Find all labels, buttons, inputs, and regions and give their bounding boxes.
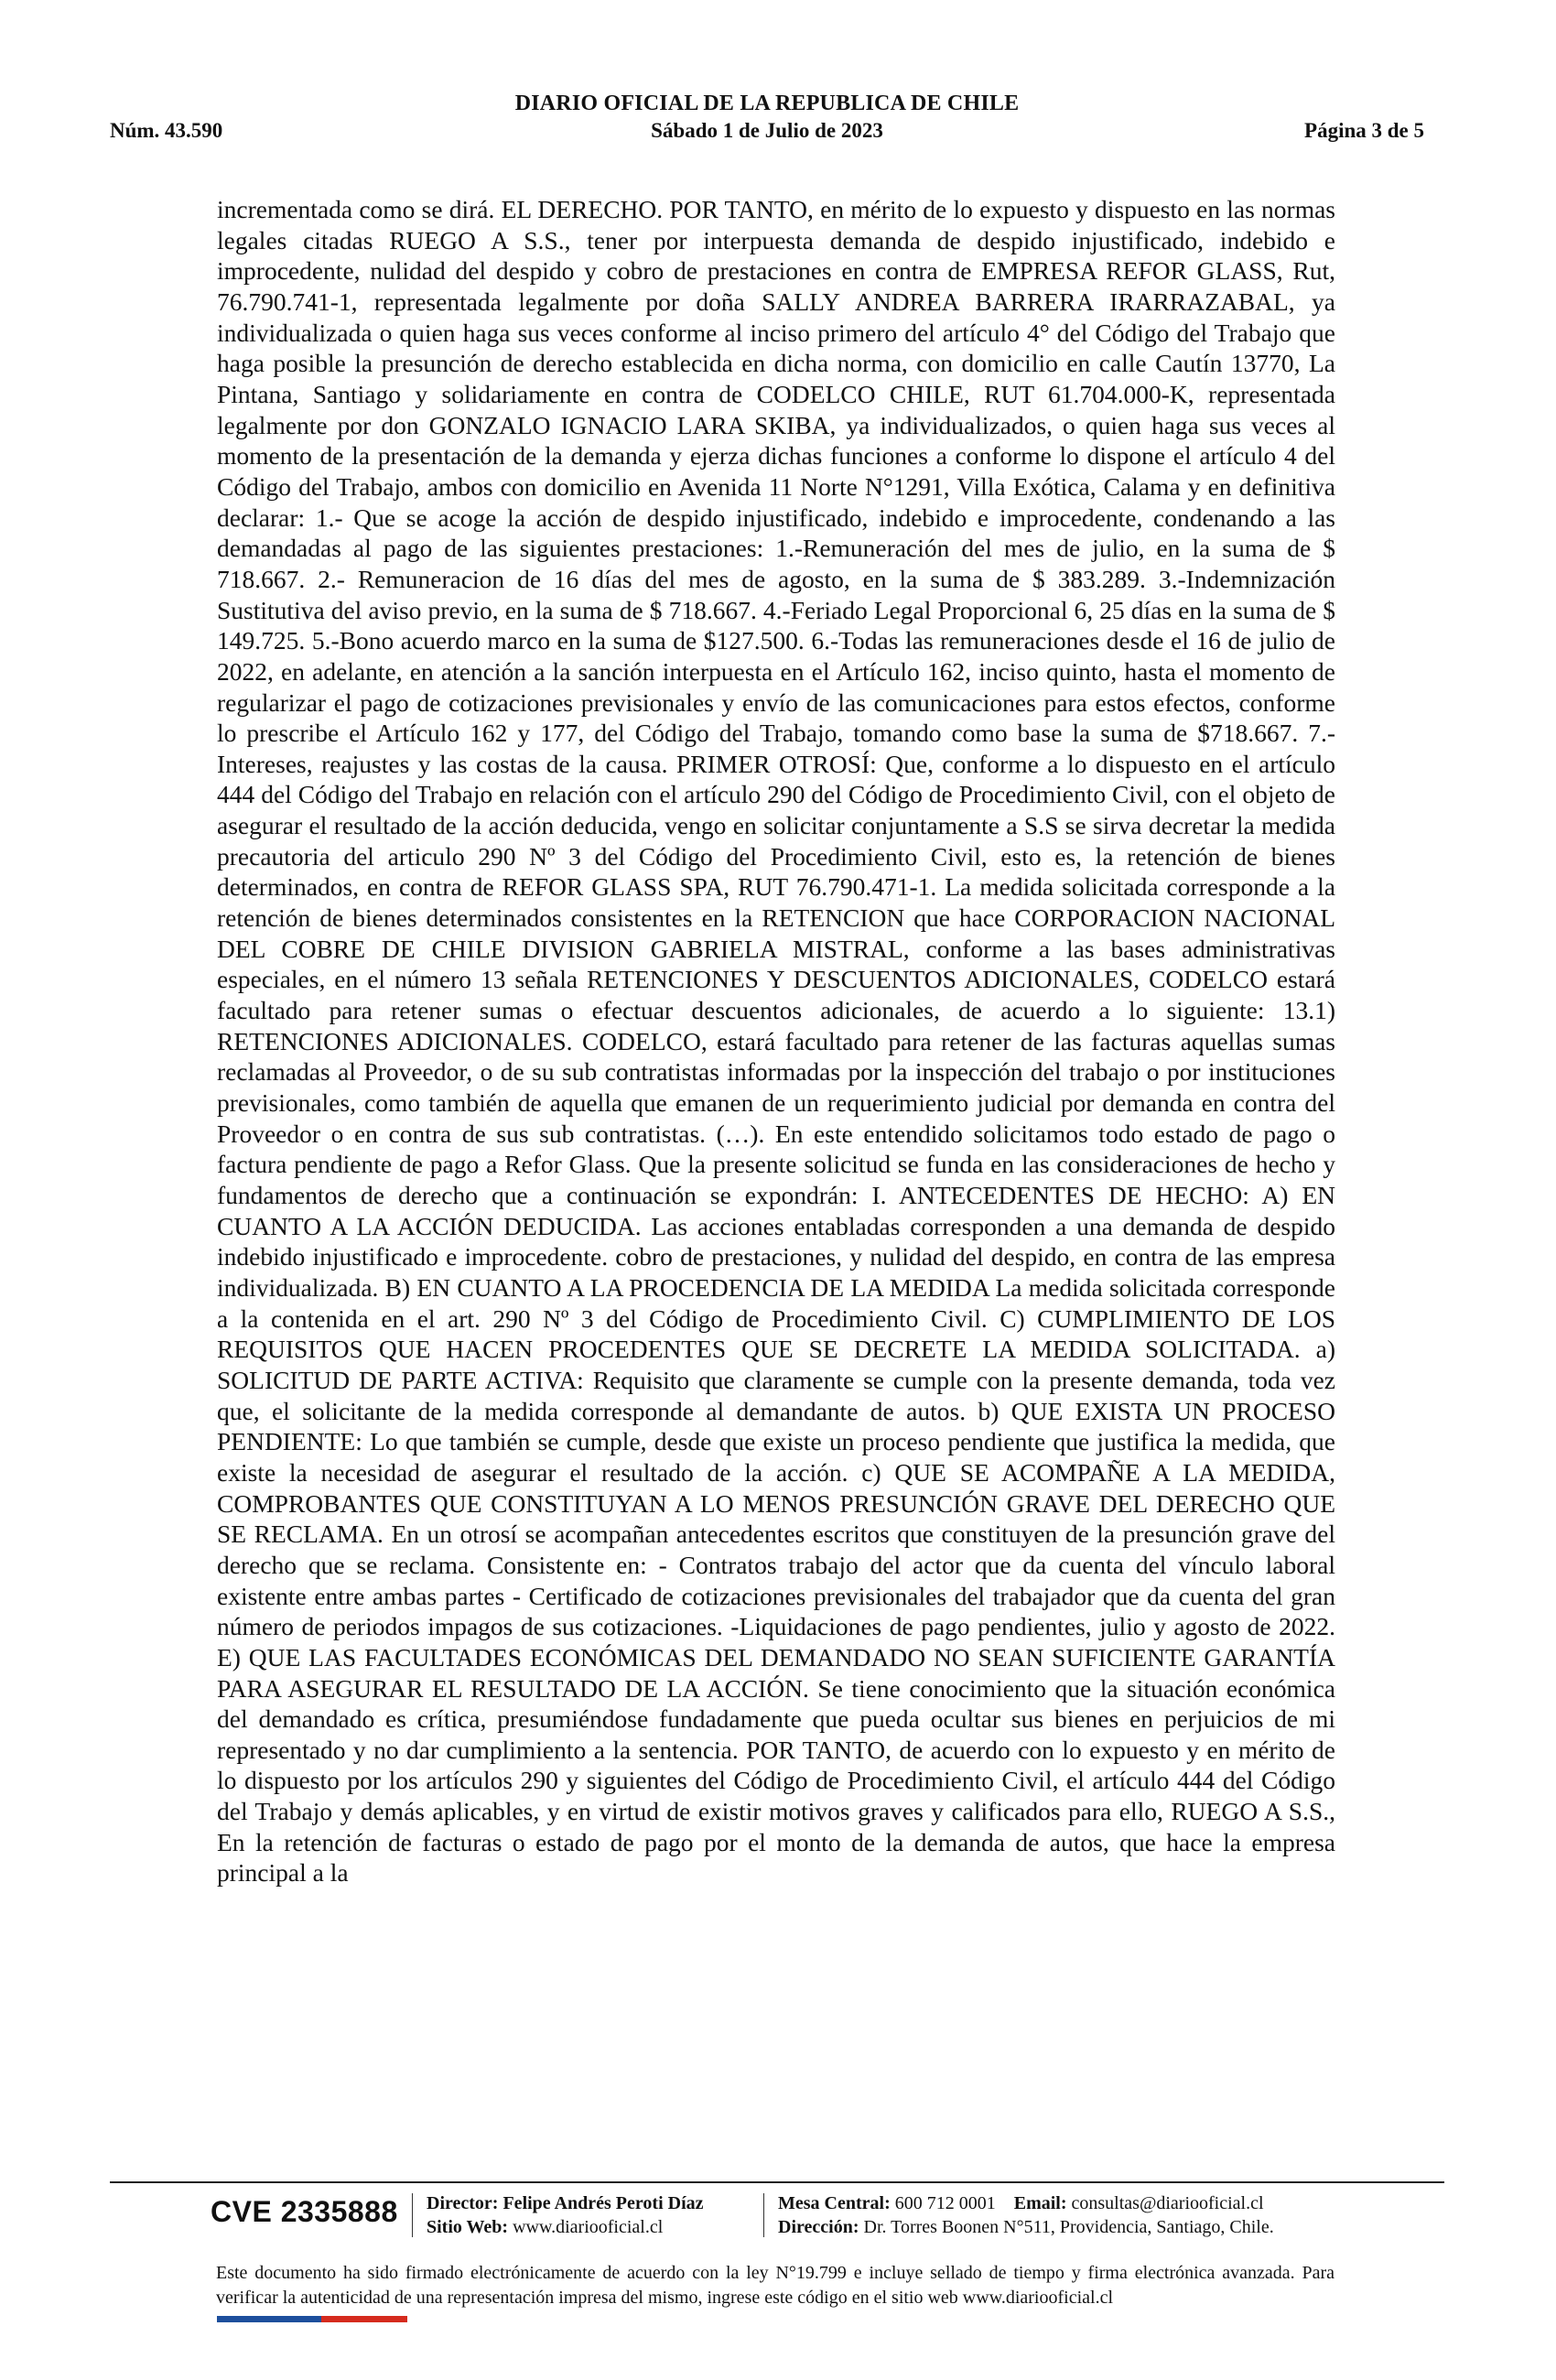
- address-line: [778, 2215, 1274, 2239]
- website-line: [427, 2215, 704, 2239]
- issue-number: Núm. 43.590: [110, 119, 223, 142]
- phone-number: 600 712 0001: [894, 2193, 996, 2213]
- phone-email-line: [778, 2191, 1274, 2215]
- cve-code: CVE 2335888: [211, 2195, 398, 2228]
- phone-label: Mesa Central:: [778, 2193, 891, 2213]
- gazette-name: DIARIO OFICIAL DE LA REPUBLICA DE CHILE: [514, 92, 1020, 115]
- page-footer: [211, 2190, 1345, 2245]
- director-name: Felipe Andrés Peroti Díaz: [502, 2193, 704, 2213]
- website-link[interactable]: www.diariooficial.cl: [513, 2217, 664, 2237]
- footer-separator: [412, 2193, 413, 2237]
- header-row: [110, 119, 1424, 148]
- footer-separator: [763, 2193, 764, 2237]
- address-label: Dirección:: [778, 2217, 859, 2237]
- address-text: Dr. Torres Boonen N°511, Providencia, Santiago, Chile.: [863, 2217, 1274, 2237]
- issue-date: Sábado 1 de Julio de 2023: [651, 119, 883, 142]
- flag-stripe-red: [321, 2316, 407, 2322]
- page-header: [110, 92, 1424, 150]
- website-label: Sitio Web:: [427, 2217, 509, 2237]
- page-indicator: Página 3 de 5: [1304, 119, 1424, 142]
- email-link[interactable]: consultas@diariooficial.cl: [1071, 2193, 1264, 2213]
- legal-notice: Este documento ha sido firmado electrónicamente de acuerdo con la ley N°19.799 e incluye sellado de tiempo y firma electrónica avanzada. Para verificar la autenticidad de una representación impresa del mismo, ingrese este código en el sitio web www.diariooficial.cl: [216, 2263, 1334, 2308]
- document-body-text: incrementada como se dirá. EL DERECHO. POR TANTO, en mérito de lo expuesto y dispuesto en las normas legales citadas RUEGO A S.S., tener por interpuesta demanda de despido injustificado, indebido e improcedente, nulidad del despido y cobro de prestaciones en contra de EMPRESA REFOR GLASS, Rut, 76.790.741-1, representada legalmente por doña SALLY ANDREA BARRERA IRARRAZABAL, ya individualizada o quien haga sus veces conforme al inciso primero del artículo 4° del Código del Trabajo que haga posible la presunción de derecho establecida en dicha norma, con domicilio en calle Cautín 13770, La Pintana, Santiago y solidariamente en contra de CODELCO CHILE, RUT 61.704.000-K, representada legalmente por don GONZALO IGNACIO LARA SKIBA, ya individualizados, o quien haga sus veces al momento de la presentación de la demanda y ejerza dichas funciones a conforme lo dispone el artículo 4 del Código del Trabajo, ambos con domicilio en Avenida 11 Norte N°1291, Villa Exótica, Calama y en definitiva declarar: 1.- Que se acoge la acción de despido injustificado, indebido e improcedente, condenando a las demandadas al pago de las siguientes prestaciones: 1.-Remuneración del mes de julio, en la suma de $ 718.667. 2.- Remuneracion de 16 días del mes de agosto, en la suma de $ 383.289. 3.-Indemnización Sustitutiva del aviso previo, en la suma de $ 718.667. 4.-Feriado Legal Proporcional 6, 25 días en la suma de $ 149.725. 5.-Bono acuerdo marco en la suma de $127.500. 6.-Todas las remuneraciones desde el 16 de julio de 2022, en adelante, en atención a la sanción interpuesta en el Artículo 162, inciso quinto, hasta el momento de regularizar el pago de cotizaciones previsionales y envío de las comunicaciones para estos efectos, conforme lo prescribe el Artículo 162 y 177, del Código del Trabajo, tomando como base la suma de $718.667. 7.- Intereses, reajustes y las costas de la causa. PRIMER OTROSÍ: Que, conforme a lo dispuesto en el artículo 444 del Código del Trabajo en relación con el artículo 290 del Código de Procedimiento Civil, con el objeto de asegurar el resultado de la acción deducida, vengo en solicitar conjuntamente a S.S se sirva decretar la medida precautoria del articulo 290 Nº 3 del Código del Procedimiento Civil, esto es, la retención de bienes determinados, en contra de REFOR GLASS SPA, RUT 76.790.471-1. La medida solicitada corresponde a la retención de bienes determinados consistentes en la RETENCION que hace CORPORACION NACIONAL DEL COBRE DE CHILE DIVISION GABRIELA MISTRAL, conforme a las bases administrativas especiales, en el número 13 señala RETENCIONES Y DESCUENTOS ADICIONALES, CODELCO estará facultado para retener sumas o efectuar descuentos adicionales, de acuerdo a lo siguiente: 13.1) RETENCIONES ADICIONALES. CODELCO, estará facultado para retener de las facturas aquellas sumas reclamadas al Proveedor, o de su sub contratistas informadas por la inspección del trabajo o por instituciones previsionales, como también de aquella que emanen de un requerimiento judicial por demanda en contra del Proveedor o en contra de sus sub contratistas. (…). En este entendido solicitamos todo estado de pago o factura pendiente de pago a Refor Glass. Que la presente solicitud se funda en las consideraciones de hecho y fundamentos de derecho que a continuación se expondrán: I. ANTECEDENTES DE HECHO: A) EN CUANTO A LA ACCIÓN DEDUCIDA. Las acciones entabladas corresponden a una demanda de despido indebido injustificado e improcedente. cobro de prestaciones, y nulidad del despido, en contra de las empresa individualizada. B) EN CUANTO A LA PROCEDENCIA DE LA MEDIDA La medida solicitada corresponde a la contenida en el art. 290 Nº 3 del Código de Procedimiento Civil. C) CUMPLIMIENTO DE LOS REQUISITOS QUE HACEN PROCEDENTES QUE SE DECRETE LA MEDIDA SOLICITADA. a) SOLICITUD DE PARTE ACTIVA: Requisito que claramente se cumple con la presente demanda, toda vez que, el solicitante de la medida corresponde al demandante de autos. b) QUE EXISTA UN PROCESO PENDIENTE: Lo que también se cumple, desde que existe un proceso pendiente que justifica la medida, que existe la necesidad de asegurar el resultado de la acción. c) QUE SE ACOMPAÑE A LA MEDIDA, COMPROBANTES QUE CONSTITUYAN A LO MENOS PRESUNCIÓN GRAVE DEL DERECHO QUE SE RECLAMA. En un otrosí se acompañan antecedentes escritos que constituyen de la presunción grave del derecho que se reclama. Consistente en: - Contratos trabajo del actor que da cuenta del vínculo laboral existente entre ambas partes - Certificado de cotizaciones previsionales del trabajador que da cuenta del gran número de periodos impagos de sus cotizaciones. -Liquidaciones de pago pendientes, julio y agosto de 2022. E) QUE LAS FACULTADES ECONÓMICAS DEL DEMANDADO NO SEAN SUFICIENTE GARANTÍA PARA ASEGURAR EL RESULTADO DE LA ACCIÓN. Se tiene conocimiento que la situación económica del demandado es crítica, presumiéndose fundadamente que pueda ocultar sus bienes en perjuicios de mi representado y no dar cumplimiento a la sentencia. POR TANTO, de acuerdo con lo expuesto y en mérito de lo dispuesto por los artículos 290 y siguientes del Código de Procedimiento Civil, el artículo 444 del Código del Trabajo y demás aplicables, y en virtud de existir motivos graves y calificados para ello, RUEGO A S.S., En la retención de facturas o estado de pago por el monto de la demanda de autos, que hace la empresa principal a la: [217, 195, 1335, 1888]
- flag-stripe-blue: [217, 2316, 321, 2322]
- director-line: [427, 2191, 704, 2215]
- email-label: Email:: [1013, 2193, 1067, 2213]
- contact-info: [778, 2191, 1274, 2239]
- footer-divider: [110, 2181, 1444, 2183]
- director-label: Director:: [427, 2193, 499, 2213]
- director-info: [427, 2191, 704, 2239]
